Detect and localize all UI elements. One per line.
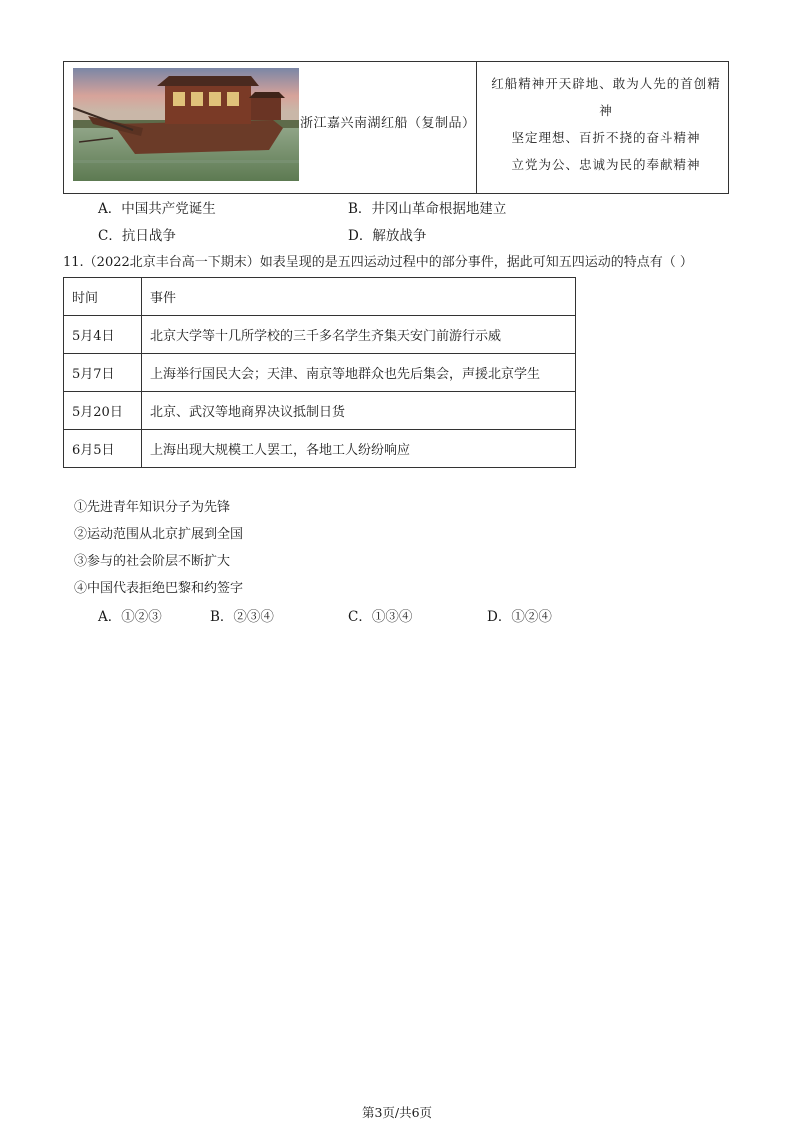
q11-option-d: D．①②④	[487, 609, 552, 625]
spirit-line: 立党为公、忠诚为民的奉献精神	[511, 157, 701, 172]
q10-option-a: A．中国共产党诞生	[98, 201, 216, 217]
table-cell-date: 5月4日	[64, 316, 142, 354]
q10-option-c: C．抗日战争	[98, 228, 176, 244]
table-cell-event: 北京、武汉等地商界决议抵制日货	[142, 392, 576, 430]
statement-2: ②运动范围从北京扩展到全国	[74, 527, 244, 542]
material-box	[63, 61, 729, 194]
q11-option-c: C．①③④	[348, 609, 413, 625]
table-cell-date: 5月20日	[64, 392, 142, 430]
statement-3: ③参与的社会阶层不断扩大	[74, 554, 231, 569]
page-footer: 第3页/共6页	[361, 1105, 433, 1120]
table-header: 时间	[64, 278, 142, 316]
statement-1: ①先进青年知识分子为先锋	[74, 500, 231, 515]
table-row	[64, 430, 576, 468]
q10-option-d: D．解放战争	[348, 228, 427, 244]
q11-option-a: A．①②③	[98, 609, 162, 625]
events-table	[63, 277, 576, 468]
table-cell-date: 6月5日	[64, 430, 142, 468]
table-cell-event: 上海出现大规模工人罢工，各地工人纷纷响应	[142, 430, 576, 468]
q11-stem: 11.（2022北京丰台高一下期末）如表呈现的是五四运动过程中的部分事件，据此可知五四运动的特点有（ ）	[63, 255, 693, 270]
table-cell-event: 北京大学等十几所学校的三千多名学生齐集天安门前游行示威	[142, 316, 576, 354]
image-caption: 浙江嘉兴南湖红船（复制品）	[300, 116, 476, 131]
spirit-line: 坚定理想、百折不挠的奋斗精神	[511, 130, 701, 145]
box-divider	[476, 62, 477, 193]
table-header: 事件	[142, 278, 576, 316]
table-row	[64, 316, 576, 354]
spirit-line: 神	[599, 103, 613, 118]
table-cell-event: 上海举行国民大会；天津、南京等地群众也先后集会，声援北京学生	[142, 354, 576, 392]
table-cell-date: 5月7日	[64, 354, 142, 392]
spirit-line: 红船精神开天辟地、敢为人先的首创精	[491, 76, 721, 91]
table-header-row	[64, 278, 576, 316]
table-row	[64, 392, 576, 430]
statement-4: ④中国代表拒绝巴黎和约签字	[74, 581, 244, 596]
red-boat-image	[73, 68, 299, 181]
table-row	[64, 354, 576, 392]
red-boat-photo	[73, 68, 299, 181]
q10-option-b: B．井冈山革命根据地建立	[348, 201, 507, 217]
q11-option-b: B．②③④	[210, 609, 274, 625]
